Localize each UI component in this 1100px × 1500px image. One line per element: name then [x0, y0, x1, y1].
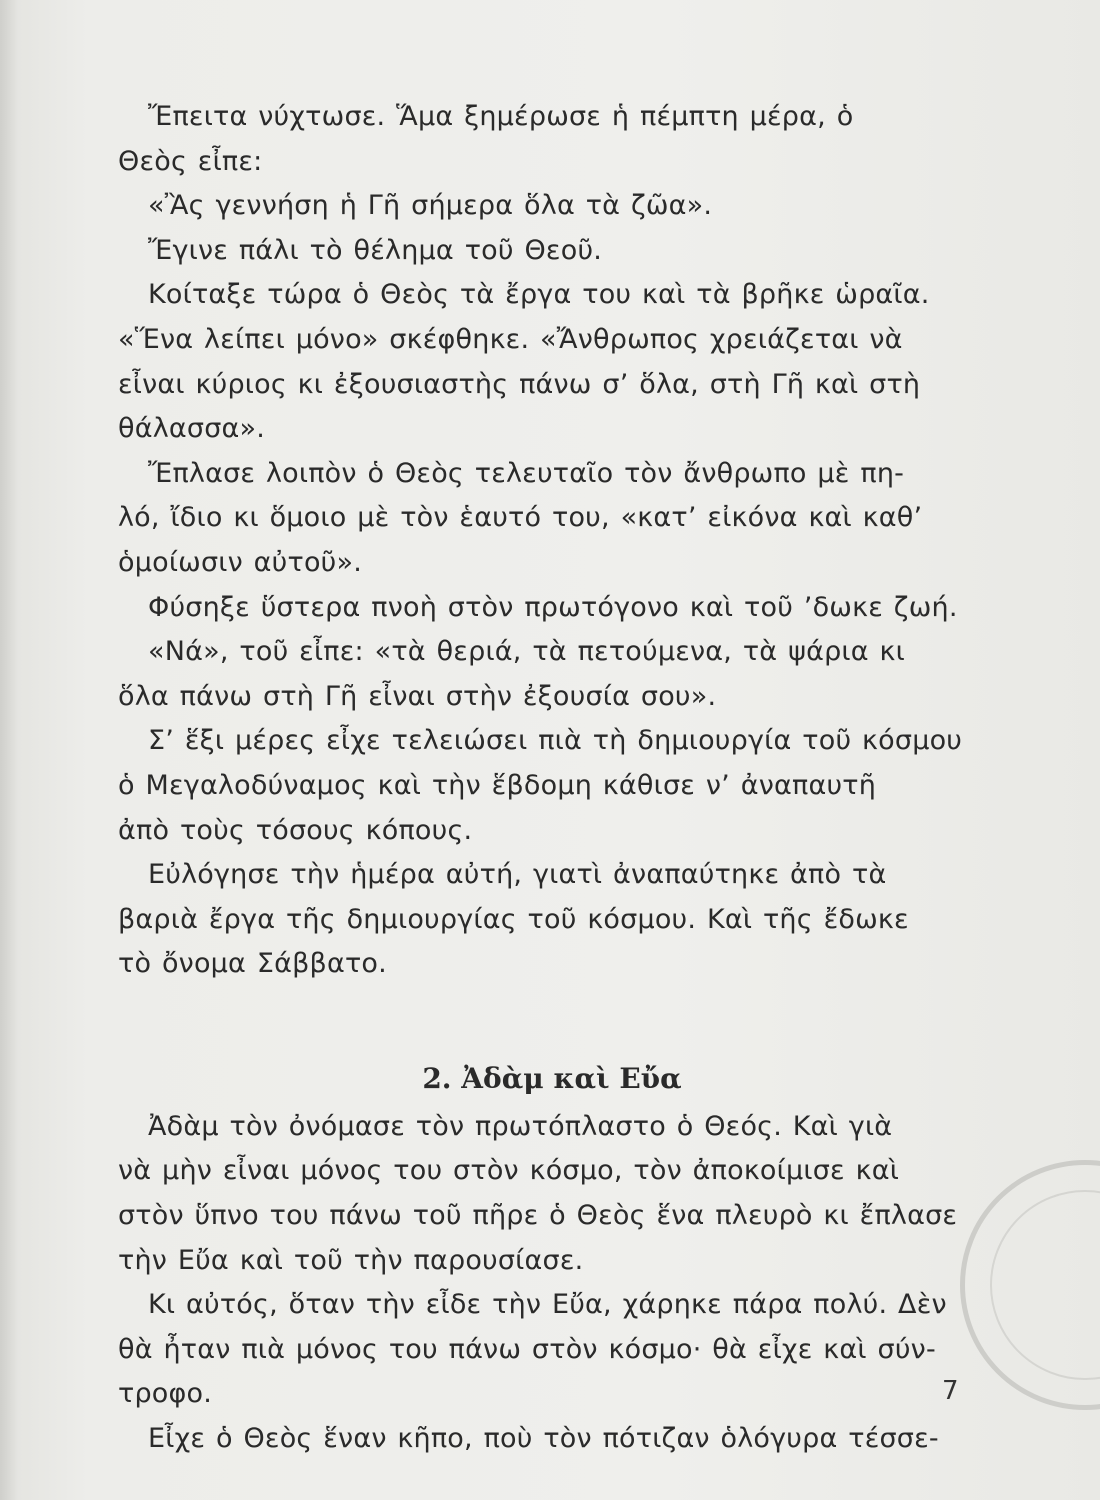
text-block	[118, 95, 963, 1462]
text-line: ὁμοίωσιν αὐτοῦ».	[118, 546, 362, 578]
text-line: τὸ ὄνομα Σάββατο.	[118, 948, 387, 980]
text-line: θὰ ἦταν πιὰ μόνος του πάνω στὸν κόσμο· θὰ εἶχε καὶ σύν-	[118, 1333, 936, 1365]
text-line: τροφο.	[118, 1378, 213, 1410]
text-line: Κοίταξε τώρα ὁ Θεὸς τὰ ἔργα του καὶ τὰ βρῆκε ὡραῖα.	[148, 279, 930, 311]
library-stamp-inner-ring	[990, 1190, 1100, 1380]
text-line: Ἔπειτα νύχτωσε. Ἅμα ξημέρωσε ἡ πέμπτη μέρα, ὁ	[148, 101, 854, 132]
text-line: ἀπὸ τοὺς τόσους κόπους.	[118, 814, 473, 846]
text-line: Εὐλόγησε τὴν ἡμέρα αὐτή, γιατὶ ἀναπαύτηκε ἀπὸ τὰ	[148, 859, 887, 891]
text-line: εἶναι κύριος κι ἐξουσιαστὴς πάνω σ’ ὅλα, στὴ Γῆ καὶ στὴ	[118, 368, 921, 400]
library-stamp	[960, 1160, 1100, 1410]
text-line: Κι αὐτός, ὅταν τὴν εἶδε τὴν Εὔα, χάρηκε πάρα πολύ. Δὲν	[148, 1289, 947, 1321]
text-line: «Ἕνα λείπει μόνο» σκέφθηκε. «Ἄνθρωπος χρειάζεται νὰ	[118, 323, 903, 355]
text-line: Εἶχε ὁ Θεὸς ἕναν κῆπο, ποὺ τὸν πότιζαν ὁλόγυρα τέσσε-	[148, 1423, 939, 1455]
text-line: ὁ Μεγαλοδύναμος καὶ τὴν ἕβδομη κάθισε ν’ ἀναπαυτῆ	[118, 769, 877, 801]
text-line: Σ’ ἕξι μέρες εἶχε τελειώσει πιὰ τὴ δημιουργία τοῦ κόσμου	[148, 725, 963, 757]
text-line: Φύσηξε ὕστερα πνοὴ στὸν πρωτόγονο καὶ τοῦ ’δωκε ζωή.	[148, 591, 958, 623]
text-line: «Ἂς γεννήση ἡ Γῆ σήμερα ὅλα τὰ ζῶα».	[148, 190, 713, 222]
section-spacer	[118, 987, 958, 1053]
binding-shadow	[0, 0, 18, 1500]
text-line: Ἔγινε πάλι τὸ θέλημα τοῦ Θεοῦ.	[148, 234, 603, 266]
text-line: Ἔπλασε λοιπὸν ὁ Θεὸς τελευταῖο τὸν ἄνθρωπο μὲ πη-	[148, 457, 905, 489]
section-heading: 2. Ἀδὰμ καὶ Εὔα	[422, 1061, 682, 1095]
text-line: θάλασσα».	[118, 413, 266, 445]
text-line: ὅλα πάνω στὴ Γῆ εἶναι στὴν ἐξουσία σου».	[118, 680, 717, 712]
text-line: τὴν Εὔα καὶ τοῦ τὴν παρουσίασε.	[118, 1244, 584, 1276]
text-line: στὸν ὕπνο του πάνω τοῦ πῆρε ὁ Θεὸς ἕνα πλευρὸ κι ἔπλασε	[118, 1200, 958, 1232]
text-line: λό, ἴδιο κι ὅμοιο μὲ τὸν ἑαυτό του, «κατ’ εἰκόνα καὶ καθ’	[118, 502, 923, 534]
text-line: Ἀδὰμ τὸν ὀνόμασε τὸν πρωτόπλαστο ὁ Θεός. Καὶ γιὰ	[148, 1110, 893, 1142]
text-line: βαριὰ ἔργα τῆς δημιουργίας τοῦ κόσμου. Καὶ τῆς ἔδωκε	[118, 903, 909, 935]
page-number: 7	[942, 1376, 959, 1406]
text-line: νὰ μὴν εἶναι μόνος του στὸν κόσμο, τὸν ἀποκοίμισε καὶ	[118, 1155, 900, 1187]
text-line: «Νά», τοῦ εἶπε: «τὰ θεριά, τὰ πετούμενα, τὰ ψάρια κι	[148, 636, 905, 668]
text-line: Θεὸς εἶπε:	[118, 145, 263, 177]
